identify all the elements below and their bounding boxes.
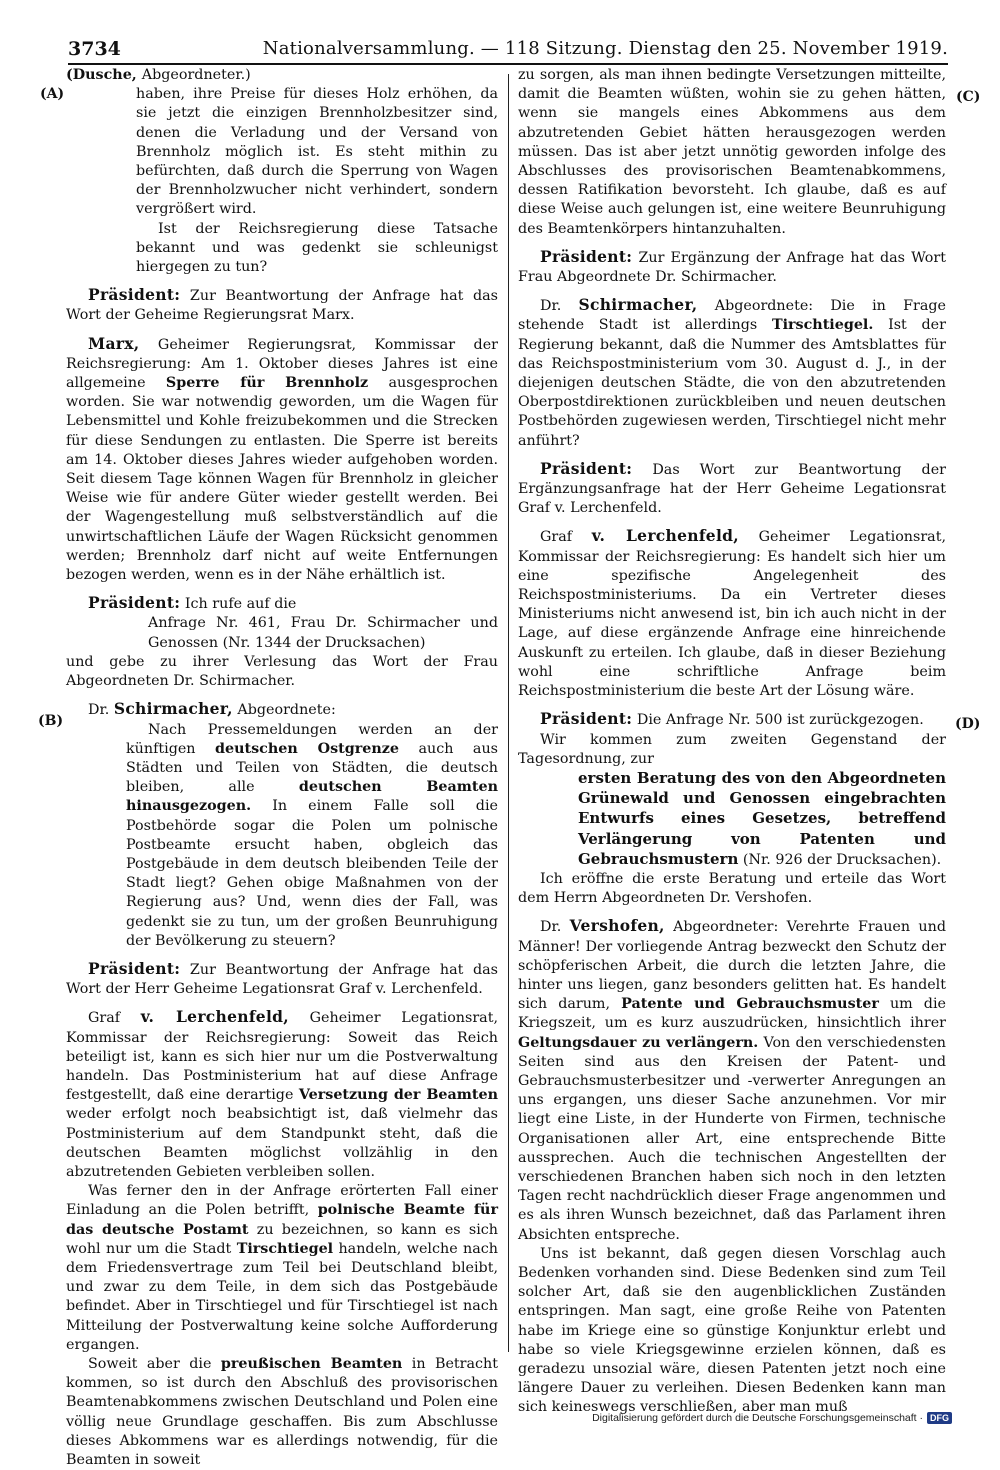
header-rule: [68, 63, 948, 65]
speaker-name: Präsident:: [88, 593, 181, 613]
paragraph: und gebe zu ihrer Verlesung das Wort der Frau Abgeordneten Dr. Schirmacher.: [66, 653, 498, 690]
speaker-name: Präsident:: [540, 709, 633, 729]
paragraph: (Dusche, Abgeordneter.): [66, 67, 251, 83]
speaker-name: Schirmacher,: [113, 699, 233, 719]
speaker-name: Präsident:: [88, 285, 181, 305]
paragraph: Wir kommen zum zweiten Gegenstand der Tagesordnung, zur: [518, 731, 946, 767]
paragraph: Anfrage Nr. 461, Frau Dr. Schirmacher und Genossen (Nr. 1344 der Drucksachen): [148, 615, 498, 651]
paragraph: Graf v. Lerchenfeld, Geheimer Legationsrat, Kommissar der Reichsregierung: Soweit das Reich beteiligt ist, kann es sich hier nur um die Postverwaltung handeln. Das Postministerium hat auf diese Anfrage festgestellt, daß eine derartige Versetzung der Beamten weder erfolgt noch beabsichtigt ist, daß vielmehr das Postministerium auf dem Standpunkt steht, daß die deutschen Beamten möglichst vollzählig in den abzutretenden Gebieten verbleiben sollen.: [66, 1007, 498, 1180]
footer: [592, 1412, 952, 1424]
paragraph: Präsident: Die Anfrage Nr. 500 ist zurückgezogen.: [540, 709, 924, 729]
paragraph: Uns ist bekannt, daß gegen diesen Vorschlag auch Bedenken vorhanden sind. Diese Bedenken sind zum Teil solcher Art, daß sie den augenblicklichen Zuständen entspringen. Man sagt, eine große Reihe von Patenten habe im Kriege eine so günstige Konjunktur erlebt und habe so viele Kriegsgewinne erzielen können, daß es geradezu unsozial wäre, diesen Patenten jetzt noch eine längere Dauer zu verleihen. Diesen Bedenken kann man sich keineswegs verschließen, aber man muß: [518, 1245, 946, 1416]
speaker-name: Marx,: [88, 333, 140, 353]
speaker-name: (Dusche,: [66, 67, 142, 83]
paragraph: Ich eröffne die erste Beratung und erteile das Wort dem Herrn Abgeordneten Dr. Vershofen.: [518, 870, 946, 907]
right-column: [518, 66, 946, 1418]
agenda-item: ersten Beratung des von den Abgeordneten Grünewald und Genossen eingebrachten Entwurfs eines Gesetzes, betreffend Verlängerung von Patenten und Gebrauchsmustern (Nr. 926 der Drucksachen).: [578, 768, 946, 868]
paragraph: Was ferner den in der Anfrage erörterten Fall einer Einladung an die Polen betrifft, polnische Beamte für das deutsche Postamt zu bezeichnen, so kann es sich wohl nur um die Stadt Tirschtiegel handeln, welche nach dem Friedensvertrage zum Teil bei Deutschland bleibt, und zwar zu dem Teile, in dem sich das Postgebäude befindet. Aber in Tirschtiegel und für Tirschtiegel ist nach Mitteilung der Postverwaltung keine solche Aufforderung ergangen.: [66, 1183, 498, 1353]
paragraph: Präsident: Zur Ergänzung der Anfrage hat das Wort Frau Abgeordnete Dr. Schirmacher.: [518, 246, 946, 286]
paragraph: Präsident: Ich rufe auf die: [88, 593, 297, 613]
paragraph: Präsident: Das Wort zur Beantwortung der Ergänzungsanfrage hat der Herr Geheime Legationsrat Graf v. Lerchenfeld.: [518, 458, 946, 517]
speaker-name: v. Lerchenfeld,: [591, 526, 739, 546]
agenda-title: ersten Beratung des von den Abgeordneten Grünewald und Genossen eingebrachten Entwurfs eines Gesetzes, betreffend Verlängerung von Patenten und Gebrauchsmustern: [578, 768, 946, 868]
paragraph: Präsident: Zur Beantwortung der Anfrage hat das Wort der Herr Geheime Legationsrat Graf v. Lerchenfeld.: [66, 958, 498, 998]
paragraph: Soweit aber die preußischen Beamten in Betracht kommen, so ist durch den Abschluß des provisorischen Beamtenabkommens zwischen Deutschland und Polen eine völlig neue Grundlage geschaffen. Bis zum Abschlusse dieses Abkommens war es allerdings notwendig, für die Beamten in soweit: [66, 1356, 498, 1469]
margin-mark-c: (C): [956, 89, 981, 105]
margin-mark-d: (D): [955, 716, 981, 732]
paragraph: zu sorgen, als man ihnen bedingte Versetzungen mitteilte, damit die Beamten wüßten, wohin sie zu gehen hätten, wenn sie mangels eines Abkommens aus dem abzutretenden Gebiet hätten herausgezogen werden müssen. Das ist aber jetzt unnötig geworden infolge des Abschlusses des provisorischen Beamtenabkommens, dessen Ratifikation bevorsteht. Ich glaube, daß es auf diese Weise auch gelungen ist, eine weitere Beunruhigung des Beamtenkörpers hintanzuhalten.: [518, 67, 946, 237]
left-column: [66, 66, 498, 1470]
page-number: 3734: [68, 38, 121, 60]
speaker-name: Schirmacher,: [578, 295, 698, 315]
speaker-name: Präsident:: [540, 246, 633, 266]
paragraph: Präsident: Zur Beantwortung der Anfrage hat das Wort der Geheime Regierungsrat Marx.: [66, 285, 498, 324]
footer-text: Digitalisierung gefördert durch die Deutsche Forschungsgemeinschaft ·: [592, 1412, 923, 1424]
paragraph: Ist der Reichsregierung diese Tatsache bekannt und was gedenkt sie schleunigst hiergegen zu tun?: [136, 220, 498, 276]
speaker-name: v. Lerchenfeld,: [140, 1007, 289, 1027]
page-header: [68, 38, 948, 64]
paragraph: Dr. Schirmacher, Abgeordnete:: [88, 699, 336, 719]
speaker-name: Präsident:: [88, 958, 181, 978]
speaker-name: Vershofen,: [569, 916, 665, 936]
margin-mark-a: (A): [40, 86, 65, 102]
column-divider: [508, 74, 509, 1352]
paragraph: Nach Pressemeldungen werden an der künftigen deutschen Ostgrenze auch aus Städten und Teilen von Städten, die deutsch bleiben, alle deutschen Beamten hinausgezogen. In einem Falle soll die Postbehörde sogar die Polen um polnische Postbeamte ersucht haben, obgleich das Postgebäude in dem deutsch bleibenden Teile der Stadt liegt? Gehen obige Maßnahmen von der Regierung aus? Und, wenn dies der Fall, was gedenkt sie zu tun, um der großen Beunruhigung der Bevölkerung zu steuern?: [126, 721, 499, 949]
dfg-logo: DFG: [927, 1412, 952, 1424]
paragraph: Dr. Vershofen, Abgeordneter: Verehrte Frauen und Männer! Der vorliegende Antrag bezweckt den Schutz der schöpferischen Arbeit, die durch die letzten Jahre, die hinter uns liegen, ganz besonders gelitten hat. Es handelt sich darum, Patente und Gebrauchsmuster um die Kriegszeit, um es kurz auszudrücken, hinsichtlich ihrer Geltungsdauer zu verlängern. Von den verschiedensten Seiten sind aus den Kreisen der Patent- und Gebrauchsmusterbesitzer und -verwerter Anregungen an uns ergangen, uns dieser Sache anzunehmen. Vor mir liegt eine Liste, in der Hunderte von Firmen, technische Organisationen aller Art, eine entsprechende Bitte aussprechen. Auch die technischen Angestellten der verschiedenen Branchen haben sich noch in den letzten Tagen recht nachdrücklich dieser Frage angenommen und es als ihren Wunsch bezeichnet, daß das Parlament ihren Absichten entspreche.: [518, 916, 947, 1243]
speaker-name: Präsident:: [540, 458, 633, 478]
margin-mark-b: (B): [38, 713, 64, 729]
running-title: Nationalversammlung. — 118 Sitzung. Dienstag den 25. November 1919.: [262, 38, 948, 59]
paragraph: Dr. Schirmacher, Abgeordnete: Die in Frage stehende Stadt ist allerdings Tirschtiegel. Ist der Regierung bekannt, daß die Nummer des Amtsblattes für das Reichspostministerium vom 30. August d. J., in der diejenigen deutschen Städte, die von den abzutretenden Oberpostdirektionen zurückbleiben und neuen deutschen Postbehörden zugewiesen werden, Tirschtiegel nicht mehr anführt?: [518, 295, 946, 449]
paragraph: Graf v. Lerchenfeld, Geheimer Legationsrat, Kommissar der Reichsregierung: Es handelt sich hier um eine spezifische Angelegenheit des Reichspostministeriums. Da ein Vertreter dieses Ministeriums nicht anwesend ist, bin ich auch nicht in der Lage, auf diese ergänzende Anfrage eine hinreichende Auskunft zu erteilen. Ich glaube, daß in dieser Beziehung wohl eine schriftliche Anfrage beim Reichspostministerium die beste Art der Lösung wäre.: [518, 526, 946, 700]
paragraph: haben, ihre Preise für dieses Holz erhöhen, da sie jetzt die einzigen Brennholzbesitzer sind, denen die Verladung und der Versand von Brennholz möglich ist. Es steht mithin zu befürchten, daß durch die Sperrung von Wagen der Brennholzwucher nicht verhindert, sondern vergrößert wird.: [136, 86, 498, 218]
paragraph: Marx, Geheimer Regierungsrat, Kommissar der Reichsregierung: Am 1. Oktober dieses Jahres ist eine allgemeine Sperre für Brennholz ausgesprochen worden. Sie war notwendig geworden, um die Wagen für Lebensmittel und Kohle freizubekommen und die Strecken für diese Sendungen zu entlasten. Die Sperre ist bereits am 14. Oktober dieses Jahres wieder aufgehoben worden. Seit diesem Tage können Wagen für Brennholz in gleicher Weise wie für andere Güter wieder gestellt werden. Bei der Wagengestellung muß selbstverständlich auf die unwirtschaftlichen Läufe der Wagen Rücksicht genommen werden; Brennholz darf nicht auf weite Entfernungen bezogen werden, wenn es in der Nähe erhältlich ist.: [66, 333, 498, 584]
